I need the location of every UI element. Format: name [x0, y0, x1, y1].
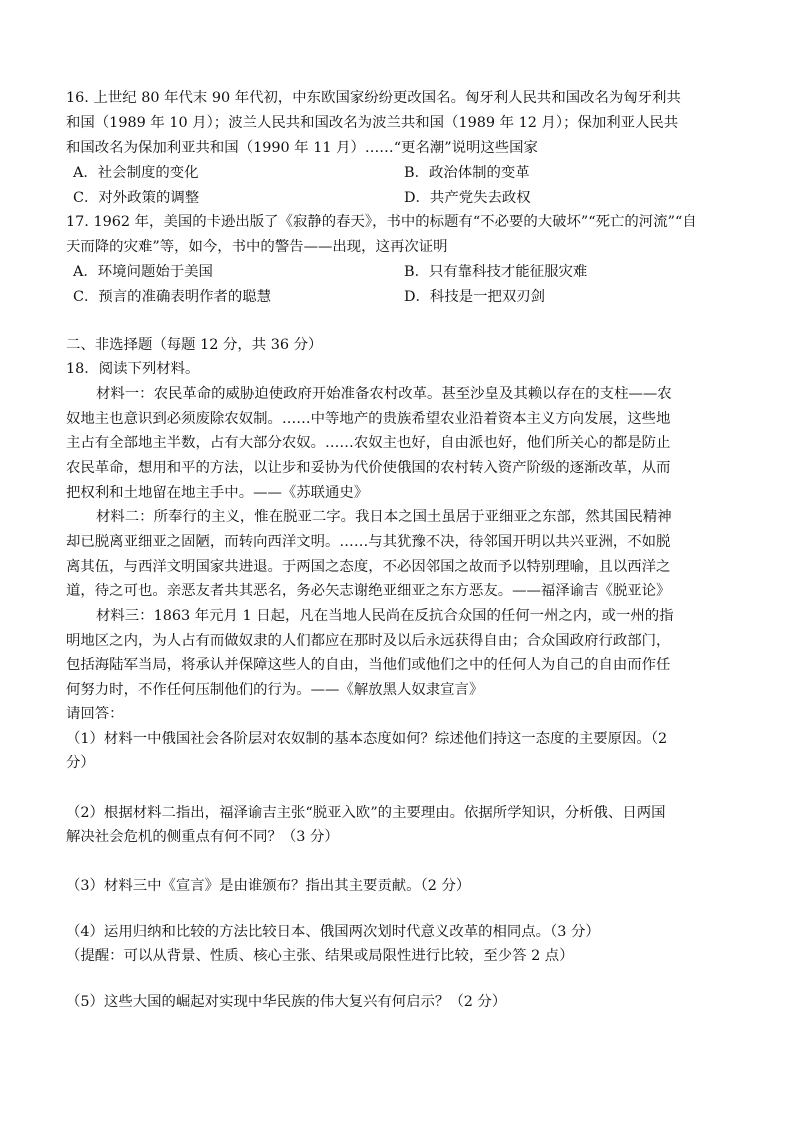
section-heading: 二、非选择题（每题 12 分，共 36 分）: [66, 337, 323, 353]
sub-question-1-line-1: （1）材料一中俄国社会各阶层对农奴制的基本态度如何？综述他们持这一态度的主要原因。（2: [66, 731, 668, 747]
q18-intro: 18．阅读下列材料。: [66, 361, 200, 377]
answer-prompt: 请回答：: [66, 706, 124, 722]
material-2-line-3: 离其伍，与西洋文明国家共进退。于两国之态度，不必因邻国之故而予以特别理喻，且以西洋之: [66, 559, 671, 575]
sub-question-4-hint: （提醒：可以从背景、性质、核心主张、结果或局限性进行比较，至少答 2 点）: [66, 948, 574, 964]
material-3-line-3: 包括海陆军当局，将承认并保障这些人的自由，当他们或他们之中的任何人为自己的自由而作任: [66, 657, 671, 673]
q17-option-b[interactable]: B．只有靠科技才能征服灾难: [404, 264, 588, 280]
material-1-line-4: 农民革命，想用和平的方法，以让步和妥协为代价使俄国的农村转入资产阶级的逐渐改革，从而: [66, 460, 671, 476]
material-1-line-5: 把权利和土地留在地主手中。——《苏联通史》: [66, 485, 369, 501]
sub-question-1-line-2: 分）: [66, 755, 95, 771]
q17-option-d[interactable]: D．科技是一把双刃剑: [404, 289, 546, 305]
material-3-line-4: 何努力时，不作任何压制他们的行为。——《解放黑人奴隶宣言》: [66, 682, 484, 698]
q17-option-a[interactable]: A．环境问题始于美国: [73, 264, 213, 280]
q17-stem-line-2: 天而降的灾难”等，如今，书中的警告——出现，这再次证明: [66, 239, 448, 255]
material-2-line-4: 道，待之可也。亲恶友者共其恶名，务必矢志谢绝亚细亚之东方恶友。——福泽谕吉《脱亚论》: [66, 583, 671, 599]
sub-question-3: （3）材料三中《宣言》是由谁颁布？指出其主要贡献。（2 分）: [66, 878, 471, 894]
material-1-line-3: 主占有全部地主半数，占有大部分农奴。……农奴主也好，自由派也好，他们所关心的都是防止: [66, 435, 671, 451]
material-2-line-1: 材料二：所奉行的主义，惟在脱亚二字。我日本之国土虽居于亚细亚之东部，然其国民精神: [96, 509, 672, 525]
sub-question-2-line-1: （2）根据材料二指出，福泽谕吉主张“脱亚入欧”的主要理由。依据所学知识，分析俄、日两国: [66, 805, 666, 821]
sub-question-5: （5）这些大国的崛起对实现中华民族的伟大复兴有何启示？（2 分）: [66, 994, 507, 1010]
material-2-line-2: 却已脱离亚细亚之固陋，而转向西洋文明。……与其犹豫不决，待邻国开明以共兴亚洲，不如脱: [66, 534, 671, 550]
q17-stem-line-1: 17. 1962 年，美国的卡逊出版了《寂静的春天》，书中的标题有“不必要的大破坏”“死亡的河流”“自: [66, 214, 697, 230]
q16-stem-line-1: 16. 上世纪 80 年代末 90 年代初，中东欧国家纷纷更改国名。匈牙利人民共和国改名为匈牙利共: [66, 90, 681, 106]
q16-option-a[interactable]: A．社会制度的变化: [73, 165, 199, 181]
q16-option-d[interactable]: D．共产党失去政权: [404, 190, 531, 206]
sub-question-4-line-1: （4）运用归纳和比较的方法比较日本、俄国两次划时代意义改革的相同点。（3 分）: [66, 924, 600, 940]
q16-option-b[interactable]: B．政治体制的变革: [404, 165, 530, 181]
q16-stem-line-3: 和国改名为保加利亚共和国（1990 年 11 月）……“更名潮”说明这些国家: [66, 140, 538, 156]
q16-option-c[interactable]: C．对外政策的调整: [73, 190, 200, 206]
q17-option-c[interactable]: C．预言的准确表明作者的聪慧: [73, 289, 272, 305]
material-3-line-2: 明地区之内，为人占有而做奴隶的人们都应在那时及以后永远获得自由；合众国政府行政部门，: [66, 633, 671, 649]
sub-question-2-line-2: 解决社会危机的侧重点有何不同？（3 分）: [66, 829, 339, 845]
material-3-line-1: 材料三：1863 年元月 1 日起，凡在当地人民尚在反抗合众国的任何一州之内，或一州的指: [96, 608, 674, 624]
q16-stem-line-2: 和国（1989 年 10 月）；波兰人民共和国改名为波兰共和国（1989 年 12 月）；保加利亚人民共: [66, 115, 679, 131]
material-1-line-2: 奴地主也意识到必须废除农奴制。……中等地产的贵族希望农业沿着资本主义方向发展，这些地: [66, 411, 671, 427]
material-1-line-1: 材料一：农民革命的威胁迫使政府开始准备农村改革。甚至沙皇及其赖以存在的支柱——农: [96, 386, 672, 402]
